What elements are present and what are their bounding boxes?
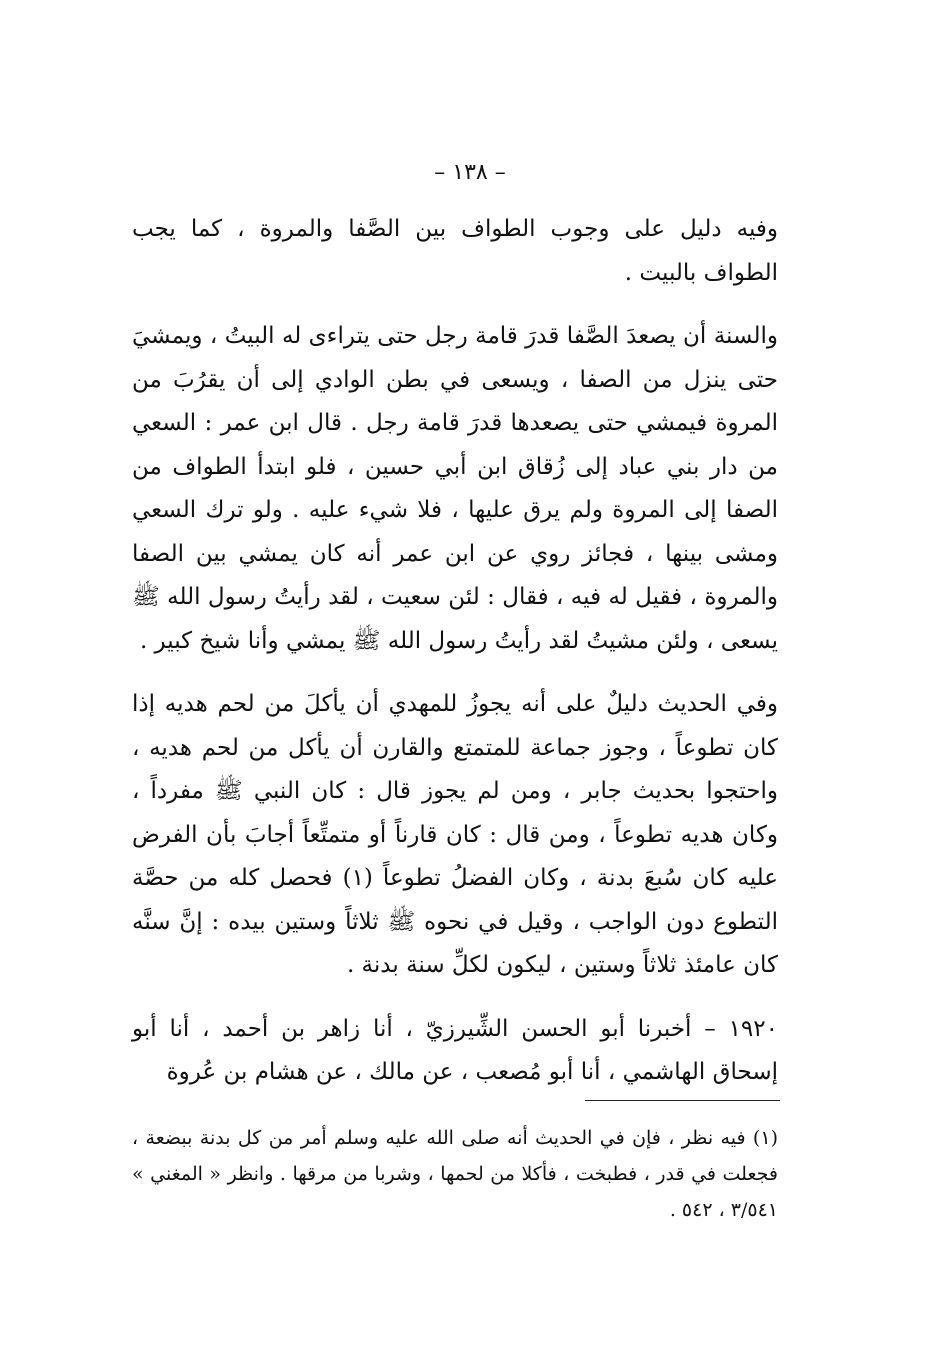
paragraph-2: والسنة أن يصعدَ الصَّفا قدرَ قامة رجل حتى يتراءى له البيتُ ، ويمشيَ حتى ينزل من الصفا ، ويسعى في بطن الوادي إلى أن يقرُبَ من المروة فيمشي حتى يصعدها قدرَ قامة رجل . قال ابن عمر : السعي من دار بني عباد إلى زُقاق ابن أبي حسين ، فلو ابتدأ الطواف من الصفا إلى المروة ولم يرق عليها ، فلا شيء عليه . ولو ترك السعي ومشى بينها ، فجائز روي عن ابن عمر أنه كان يمشي بين الصفا والمروة ، فقيل له فيه ، فقال : لئن سعيت ، لقد رأيتُ رسول الله ﷺ يسعى ، ولئن مشيتُ لقد رأيتُ رسول الله ﷺ يمشي وأنا شيخ كبير . — [132, 323, 778, 654]
footnote — [132, 1120, 778, 1228]
footnote-divider — [585, 1100, 780, 1101]
paragraph-4-hadith-1920: ١٩٢٠ – أخبرنا أبو الحسن الشِّيرزيّ ، أنا زاهر بن أحمد ، أنا أبو إسحاق الهاشمي ، أنا أبو مُصعب ، عن مالك ، عن هشام بن عُروة — [132, 1015, 778, 1085]
footnote-1-text: (١) فيه نظر ، فإن في الحديث أنه صلى الله عليه وسلم أمر من كل بدنة ببضعة ، فجعلت في قدر ، فطبخت ، فأكلا من لحمها ، وشربا من مرقها . وانظر « المغني » ٣/٥٤١ ، ٥٤٢ . — [132, 1127, 778, 1221]
main-text — [132, 208, 778, 1115]
paragraph-1: وفيه دليل على وجوب الطواف بين الصَّفا والمروة ، كما يجب الطواف بالبيت . — [132, 216, 778, 286]
paragraph-3: وفي الحديث دليلٌ على أنه يجوزُ للمهدي أن يأكلَ من لحم هديه إذا كان تطوعاً ، وجوز جماعة للمتمتع والقارن أن يأكل من لحم هديه ، واحتجوا بحديث جابر ، ومن لم يجوز قال : كان النبي ﷺ مفرداً ، وكان هديه تطوعاً ، ومن قال : كان قارناً أو متمتِّعاً أجابَ بأن الفرض عليه كان سُبعَ بدنة ، وكان الفضلُ تطوعاً (١) فحصل كله من حصَّة التطوع دون الواجب ، وقيل في نحوه ﷺ ثلاثاً وستين بيده : إنَّ سنَّه كان عامئذ ثلاثاً وستين ، ليكون لكلِّ سنة بدنة . — [132, 691, 778, 978]
page-number: – ١٣٨ – — [434, 160, 506, 185]
